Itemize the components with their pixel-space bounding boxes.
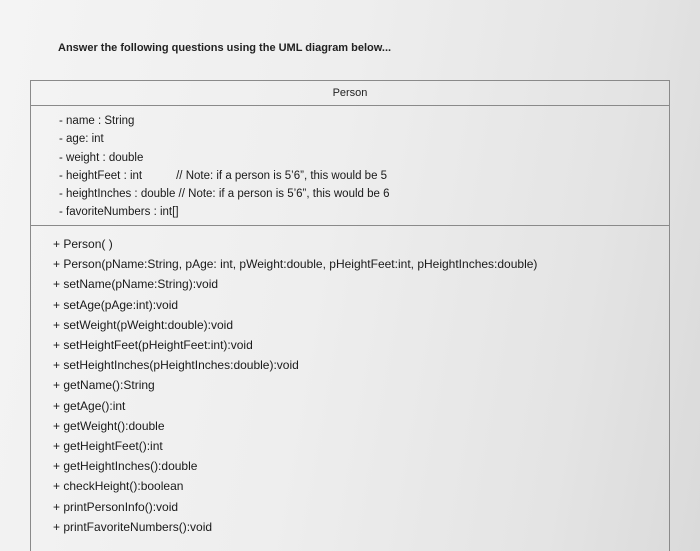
method-set-height-feet: + setHeightFeet(pHeightFeet:int):void	[53, 338, 253, 353]
method-get-height-feet: + getHeightFeet():int	[53, 439, 163, 454]
uml-class-diagram	[30, 80, 670, 551]
method-constructor-full: + Person(pName:String, pAge: int, pWeight:double, pHeightFeet:int, pHeightInches:double)	[53, 257, 538, 272]
method-set-weight: + setWeight(pWeight:double):void	[53, 317, 233, 332]
attribute-text: - age: int	[59, 133, 104, 146]
method-print-favorite-numbers: + printFavoriteNumbers():void	[53, 519, 213, 534]
attribute-text: - favoriteNumbers : int[]	[59, 206, 179, 219]
method-check-height: + checkHeight():boolean	[53, 479, 184, 494]
attribute-text: - name : String	[59, 115, 135, 127]
method-constructor-default: + Person( )	[53, 237, 113, 251]
method-set-height-inches: + setHeightInches(pHeightInches:double):void	[53, 358, 299, 373]
attribute-note: // Note: if a person is 5’6”, this would be 5	[176, 169, 388, 182]
method-set-age: + setAge(pAge:int):void	[53, 297, 179, 312]
methods-section	[31, 226, 669, 537]
attribute-favorite-numbers	[59, 203, 669, 221]
attribute-text: - weight : double	[59, 151, 144, 164]
attribute-text: - heightInches : double // Note: if a person is 5’6”, this would be 6	[59, 188, 390, 201]
attributes-section	[31, 106, 669, 226]
attribute-text: - heightFeet : int	[59, 169, 143, 182]
method-get-name: + getName():String	[53, 378, 155, 393]
method-get-age: + getAge():int	[53, 398, 126, 413]
method-get-weight: + getWeight():double	[53, 418, 165, 433]
method-get-height-inches: + getHeightInches():double	[53, 459, 198, 474]
attribute-age	[59, 130, 669, 148]
attribute-height-feet	[59, 167, 669, 185]
attribute-height-inches	[59, 185, 669, 203]
attribute-name	[59, 112, 669, 130]
method-print-person-info: + printPersonInfo():void	[53, 499, 179, 514]
attribute-weight	[59, 149, 669, 167]
method-set-name: + setName(pName:String):void	[53, 277, 219, 292]
question-text: Answer the following questions using the UML diagram below...	[58, 42, 392, 54]
class-name: Person	[31, 81, 669, 106]
